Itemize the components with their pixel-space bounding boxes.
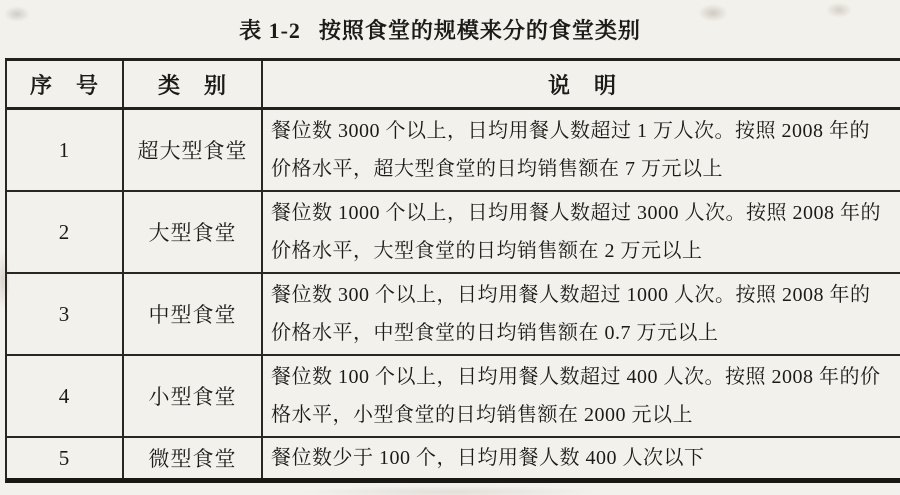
row-category: 超大型食堂: [124, 110, 263, 190]
description-line: 格水平，小型食堂的日均销售额在 2000 元以上: [271, 404, 693, 426]
col-header-category: 类 别: [124, 61, 263, 107]
canteen-category-table: [5, 58, 900, 483]
row-index: 3: [7, 274, 124, 354]
row-index: 1: [7, 110, 124, 190]
row-category: 小型食堂: [124, 356, 263, 436]
col-header-index: 序 号: [7, 61, 124, 107]
table-header-row: [7, 61, 900, 110]
description-line: 价格水平，中型食堂的日均销售额在 0.7 万元以上: [271, 322, 719, 344]
table-row: [7, 356, 900, 438]
row-description: [263, 356, 900, 436]
row-category: 大型食堂: [124, 192, 263, 272]
row-index: 5: [7, 438, 124, 478]
row-description: [263, 438, 900, 478]
row-description: [263, 274, 900, 354]
row-description: [263, 110, 900, 190]
table-row: [7, 192, 900, 274]
description-line: 价格水平，大型食堂的日均销售额在 2 万元以上: [271, 240, 703, 262]
row-index: 4: [7, 356, 124, 436]
table-row: [7, 274, 900, 356]
row-category: 微型食堂: [124, 438, 263, 478]
row-category: 中型食堂: [124, 274, 263, 354]
description-line: 价格水平，超大型食堂的日均销售额在 7 万元以上: [271, 158, 723, 180]
col-header-description: 说 明: [547, 72, 617, 98]
table-row: [7, 438, 900, 478]
description-line: 餐位数 100 个以上，日均用餐人数超过 400 人次。按照 2008 年的价: [271, 366, 881, 388]
description-line: 餐位数 1000 个以上，日均用餐人数超过 3000 人次。按照 2008 年的: [271, 202, 881, 224]
table-caption: [0, 14, 880, 45]
table-title: 按照食堂的规模来分的食堂类别: [318, 18, 641, 43]
table-row: [7, 110, 900, 192]
description-line: 餐位数 300 个以上，日均用餐人数超过 1000 人次。按照 2008 年的: [271, 284, 871, 306]
row-index: 2: [7, 192, 124, 272]
scan-smudge: [300, 486, 600, 495]
description-line: 餐位数少于 100 个，日均用餐人数 400 人次以下: [271, 447, 705, 469]
table-number: 表 1-2: [239, 18, 301, 43]
description-line: 餐位数 3000 个以上，日均用餐人数超过 1 万人次。按照 2008 年的: [271, 120, 870, 142]
row-description: [263, 192, 900, 272]
